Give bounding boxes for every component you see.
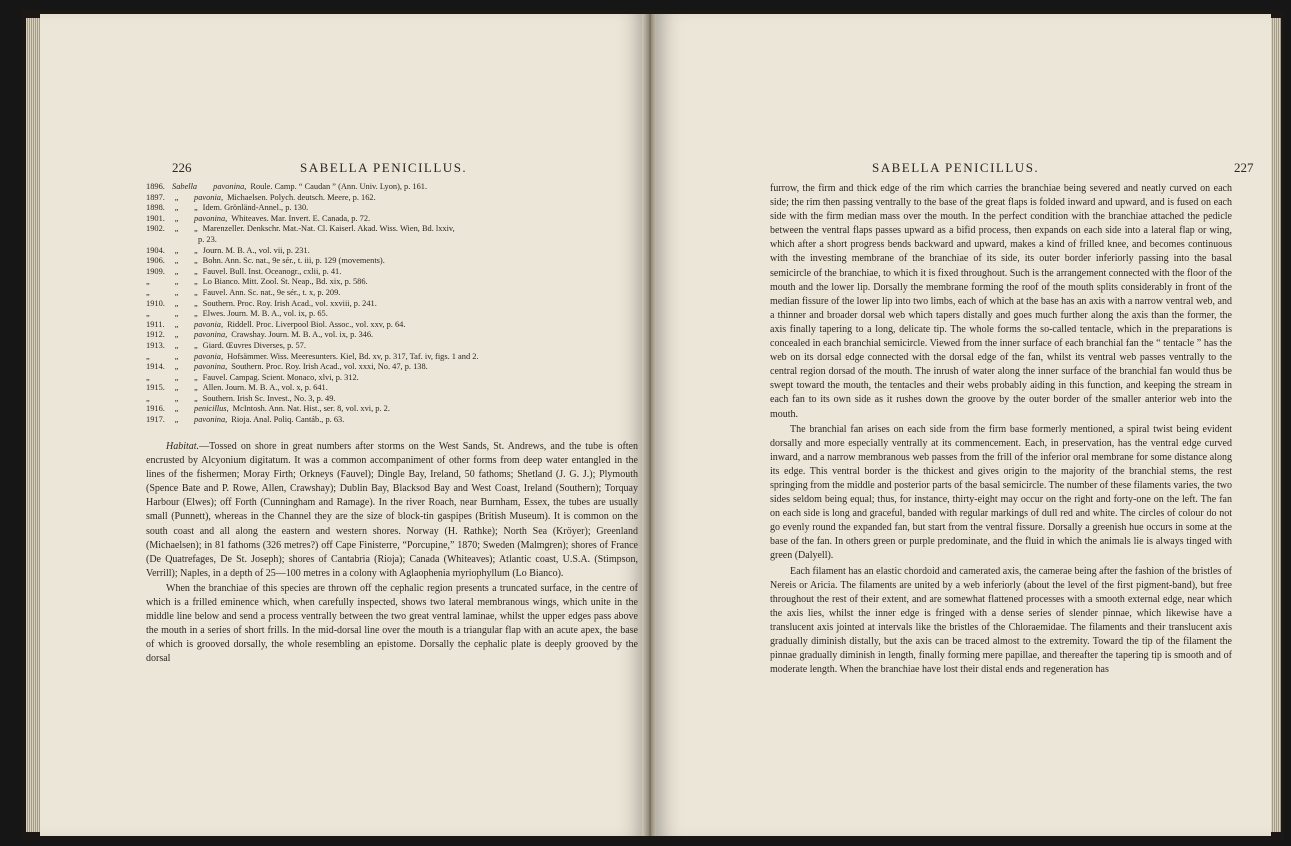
citation-year: 1915. xyxy=(146,383,165,393)
citation-year: 1912. xyxy=(146,330,165,340)
bibliography-entry xyxy=(146,277,638,288)
spacer xyxy=(182,394,194,405)
bibliography-entry xyxy=(146,320,638,331)
citation-species: pavonia, xyxy=(194,351,224,361)
bibliography-entry xyxy=(146,362,638,373)
citation-genus: „ xyxy=(174,192,180,202)
bibliography-entry xyxy=(146,415,638,426)
spacer xyxy=(182,214,194,225)
spacer xyxy=(182,267,194,278)
spacer xyxy=(182,299,194,310)
citation-genus: „ xyxy=(174,213,180,223)
citation-species: „ xyxy=(194,287,199,297)
citation-genus: „ xyxy=(174,340,180,350)
citation-text: Rioja. Anal. Poliq. Cantáb., p. 63. xyxy=(231,415,345,425)
bibliography-entry xyxy=(146,214,638,225)
bibliography-entry xyxy=(146,383,638,394)
left-body-text xyxy=(146,440,638,668)
citation-species: „ xyxy=(194,383,199,393)
citation-text: Giard. Œuvres Diverses, p. 57. xyxy=(202,340,306,350)
citation-genus: „ xyxy=(174,393,180,403)
citation-text: Southern. Irish Sc. Invest., No. 3, p. 49. xyxy=(202,393,336,403)
spacer xyxy=(182,320,194,331)
citation-genus xyxy=(172,235,182,246)
citation-text: Southern. Proc. Roy. Irish Acad., vol. xxxi, No. 47, p. 138. xyxy=(231,362,428,372)
bibliography-entry xyxy=(146,203,638,214)
citation-genus: „ xyxy=(174,404,180,414)
citation-year: 1896. xyxy=(146,182,165,191)
citation-genus: „ xyxy=(174,224,180,234)
citation-species: „ xyxy=(194,224,199,234)
citation-year xyxy=(146,235,172,246)
cephalic-paragraph: When the branchiae of this species are thrown off the cephalic region presents a truncated surface, in the centre of which is a frilled eminence which, when carefully inspected, shows two lateral membranous wings, which unite in the middle line below and send a process ventrally between the two great ventral laminae, whilst the upper edges pass above the mouth in a series of short frills. In the mid-dorsal line over the mouth is a triangular flap with an acute apex, the base of which is grooved dorsally, the whole resembling an epistome. Dorsally the cephalic plate is deeply grooved by the dorsal xyxy=(146,582,638,665)
spacer xyxy=(182,383,194,394)
citation-year: „ xyxy=(146,277,150,287)
spacer xyxy=(201,182,213,193)
citation-genus: „ xyxy=(174,245,180,255)
bibliography-entry xyxy=(146,224,638,235)
bibliography-entry xyxy=(146,193,638,204)
citation-species: pavonia, xyxy=(194,192,224,202)
citation-genus: „ xyxy=(174,383,180,393)
bibliography-entry xyxy=(146,330,638,341)
citation-text: Fauvel. Bull. Inst. Oceanogr., cxlii, p. 41. xyxy=(202,266,342,276)
citation-year: 1902. xyxy=(146,224,165,234)
citation-year: 1897. xyxy=(146,192,165,202)
bibliography-entry xyxy=(146,404,638,415)
bibliography-entry xyxy=(146,288,638,299)
spacer xyxy=(182,224,194,235)
bibliography-entry xyxy=(146,309,638,320)
bibliography-list xyxy=(146,182,638,426)
citation-genus: „ xyxy=(174,203,180,213)
spacer xyxy=(182,235,194,246)
citation-species: „ xyxy=(194,266,199,276)
citation-genus: „ xyxy=(174,266,180,276)
citation-genus: „ xyxy=(174,362,180,372)
citation-species: pavonia, xyxy=(194,319,224,329)
citation-genus: „ xyxy=(174,319,180,329)
spacer xyxy=(182,309,194,320)
habitat-label: Habitat. xyxy=(166,441,200,452)
spacer xyxy=(182,256,194,267)
right-running-head: SABELLA PENICILLUS. xyxy=(872,160,1040,175)
citation-genus: „ xyxy=(174,372,180,382)
left-page xyxy=(40,14,644,836)
citation-text: p. 23. xyxy=(198,234,217,244)
citation-species: „ xyxy=(194,203,199,213)
left-running-head: SABELLA PENICILLUS. xyxy=(300,160,468,175)
citation-text: Hofsämmer. Wiss. Meeresunters. Kiel, Bd. xv, p. 317, Taf. iv, figs. 1 and 2. xyxy=(227,351,479,361)
citation-genus: „ xyxy=(174,309,180,319)
citation-year: 1916. xyxy=(146,404,165,414)
spacer xyxy=(182,352,194,363)
citation-year: 1913. xyxy=(146,340,165,350)
spacer xyxy=(182,362,194,373)
bibliography-entry xyxy=(146,267,638,278)
citation-text: Fauvel. Ann. Sc. nat., 9e sér., t. x, p. 209. xyxy=(202,287,341,297)
citation-species: penicillus, xyxy=(194,404,229,414)
citation-species: „ xyxy=(194,245,199,255)
bibliography-entry xyxy=(146,341,638,352)
citation-species: „ xyxy=(194,393,199,403)
citation-genus: „ xyxy=(174,298,180,308)
citation-species: pavonina, xyxy=(194,330,228,340)
spacer xyxy=(182,373,194,384)
citation-year: „ xyxy=(146,393,150,403)
citation-genus: „ xyxy=(174,351,180,361)
habitat-paragraph xyxy=(146,440,638,581)
citation-year: 1909. xyxy=(146,266,165,276)
paragraph-filaments: Each filament has an elastic chordoid and camerated axis, the camerae being after the fashion of the bristles of Nereis or Aricia. The filaments are united by a web inferiorly (about the level of the first pigment-band), but free throughout the rest of their extent, and are somewhat flattened processes with a smooth external edge, near which the axis lies, whilst the inner edge is fringed with a dense series of slender pinnae, which likewise have a translucent axis jointed at intervals like the bristles of the Chloraemidae. The filaments and their translucent axis gradually diminish distally, but the axis can be traced almost to the extremity. Toward the tip of the filament the pinnae gradually diminish in length, finally forming mere papillae, and thereafter the tapering tip is smooth and of moderate length. When the branchiae have lost their distal ends and regeneration has xyxy=(770,565,1232,676)
citation-genus: „ xyxy=(174,330,180,340)
citation-text: Bohn. Ann. Sc. nat., 9e sér., t. iii, p. 129 (movements). xyxy=(202,256,385,266)
citation-species: pavonina, xyxy=(194,213,228,223)
bibliography-entry xyxy=(146,352,638,363)
citation-year: „ xyxy=(146,351,150,361)
citation-text: Idem. Grönländ-Annel., p. 130. xyxy=(202,203,309,213)
left-page-number: 226 xyxy=(172,160,192,175)
citation-text: Whiteaves. Mar. Invert. E. Canada, p. 72. xyxy=(231,213,371,223)
spacer xyxy=(182,404,194,415)
bibliography-entry xyxy=(146,182,638,193)
citation-species: „ xyxy=(194,372,199,382)
spacer xyxy=(182,203,194,214)
spacer xyxy=(182,341,194,352)
citation-year: 1906. xyxy=(146,256,165,266)
citation-text: Southern. Proc. Roy. Irish Acad., vol. xxviii, p. 241. xyxy=(202,298,377,308)
citation-year: 1914. xyxy=(146,362,165,372)
citation-text: Michaelsen. Polych. deutsch. Meere, p. 162. xyxy=(227,192,376,202)
citation-year: 1898. xyxy=(146,203,165,213)
citation-species: pavonina, xyxy=(194,415,228,425)
habitat-text: —Tossed on shore in great numbers after storms on the West Sands, St. Andrews, and the tube is often encrusted by Alcyonium digitatum. It was a common accompaniment of other forms from deep water entangled in the lines of the fishermen; Moray Firth; Orkneys (Fauvel); Dingle Bay, Ireland, 50 fathoms; Shetland (J. G. J.); Plymouth (Spence Bate and P. Rowe, Allen, Crawshay); Dublin Bay, Blacksod Bay and West Coast, Ireland (Southern); Torquay Harbour (Elwes); off Forth (Cunningham and Ramage). In the river Roach, near Burnham, Essex, the tubes are usually small (Punnett), whereas in the Channel they are the size of block-tin gaspipes (British Museum). It is common on the south coast and all along the eastern and western shores. Norway (H. Rathke); North Sea (Kröyer); Greenland (Michaelsen); in 81 fathoms (326 metres?) off Cape Finisterre, “Porcupine,” 1870; Sweden (Malmgren); shores of France (De Quatrefages, De St. Joseph); shores of Cantabria (Rioja); Canada (Whiteaves); Atlantic coast, U.S.A. (Stimpson, Verrill); Naples, in a depth of 25—100 metres in a colony with Aglaophenia myriophyllum (Lo Bianco). xyxy=(146,441,638,579)
right-body-text xyxy=(770,182,1232,678)
citation-genus: „ xyxy=(174,287,180,297)
citation-genus: „ xyxy=(174,415,180,425)
citation-text: Roule. Camp. “ Caudan ” (Ann. Univ. Lyon), p. 161. xyxy=(250,182,428,191)
citation-species: pavonina, xyxy=(194,362,228,372)
bibliography-entry xyxy=(146,394,638,405)
citation-year: „ xyxy=(146,309,150,319)
citation-text: Allen. Journ. M. B. A., vol. x, p. 641. xyxy=(202,383,328,393)
citation-text: Journ. M. B. A., vol. vii, p. 231. xyxy=(202,245,310,255)
bibliography-entry xyxy=(146,235,638,246)
citation-genus: Sabella xyxy=(172,182,198,191)
citation-species: „ xyxy=(194,340,199,350)
citation-text: Riddell. Proc. Liverpool Biol. Assoc., vol. xxv, p. 64. xyxy=(227,319,406,329)
spacer xyxy=(182,193,194,204)
paragraph-branchial-fan: The branchial fan arises on each side from the firm base formerly mentioned, a spiral twist being evident dorsally and more especially ventrally at its commencement. Each, in preservation, has the ventral edge curved inward, and a narrow membranous web passes from the frill of the inferior oral membrane for some distance along its edge. This ventral border is the thickest and gives origin to the majority of the branchial stems, the rest springing from the middle and posterior parts of the basal semicircle. The number of these filaments varies, the two sides seldom being equal; thus, for instance, thirty-eight may occur on the right and forty-one on the left. The fan on each side is long and graceful, banded with regular markings of dull red and white. The circles of colour do not go evenly round the expanded fan, but start from the ventral fissure. Dorsally a greenish hue occurs in some at the base of the fan. In others green or purple predominate, and the fluid in which the animals lie is always tinged with green (Dalyell). xyxy=(770,423,1232,562)
citation-species: „ xyxy=(194,309,199,319)
citation-year: „ xyxy=(146,372,150,382)
citation-year: 1904. xyxy=(146,245,165,255)
citation-species: pavonina, xyxy=(213,182,247,191)
citation-year: 1910. xyxy=(146,298,165,308)
citation-year: 1917. xyxy=(146,415,165,425)
paragraph-mouth-structure: furrow, the firm and thick edge of the rim which carries the branchiae being severed and neatly curved on each side; the rim then passing ventrally to the base of the great flaps is folded inward and upward, and is fused on each side with the firm median mass over the mouth. In the perfect condition with the branchiae attached the pedicle between the ventral flaps passes upward as a bifid process, then expands on each side into a lateral flap or wing, which after a short progress bends backward and upward, makes a kind of frilled knee, and becomes continuous with the investing membrane of the branchiae of its side, its outer border inferiorly passing into the basal semicircle of the branchiae, to which it is fixed throughout. Such is the arrangement connected with the floor of the mouth and the lower lip. Dorsally the membrane forming the roof of the mouth splits considerably in front of the median fissure of the lower lip into two limbs, each of which at the base has an axis with a narrow ventral web, and a thinner and broader dorsal web which tapers distally and goes much further along the axis than the former, the axis finally tapering to a long, delicate tip. The whole forms the so-called tentacle, which in the preparations is concealed in each branchial semicircle. Viewed from the inner surface of each branchial fan the “ tentacle ” has the web on its dorsal edge connected with the dorsal edge of the fan, whilst its ventral web passes ventrally to the central region dorsad of the mouth. The inrush of water along the inner surface of the branchial fan would thus be swept toward the mouth, the tentacles and their webs probably aiding in this function, and keeping the stream in each fan to its own side as it rushes down the groove by the outer border of the smaller anterior web into the mouth. xyxy=(770,183,1232,420)
citation-species: „ xyxy=(194,256,199,266)
citation-year: 1911. xyxy=(146,319,165,329)
spacer xyxy=(182,277,194,288)
citation-text: Marenzeller. Denkschr. Mat.-Nat. Cl. Kaiserl. Akad. Wiss. Wien, Bd. lxxiv, xyxy=(202,224,455,234)
bibliography-entry xyxy=(146,299,638,310)
citation-species: „ xyxy=(194,298,199,308)
bibliography-entry xyxy=(146,373,638,384)
citation-species: „ xyxy=(194,277,199,287)
citation-text: McIntosh. Ann. Nat. Hist., ser. 8, vol. xvi, p. 2. xyxy=(232,404,390,414)
spacer xyxy=(182,246,194,257)
citation-year: 1901. xyxy=(146,213,165,223)
spacer xyxy=(182,330,194,341)
right-page-number: 227 xyxy=(1234,160,1254,175)
right-page xyxy=(656,14,1271,836)
citation-year: „ xyxy=(146,287,150,297)
citation-genus: „ xyxy=(174,277,180,287)
citation-text: Lo Bianco. Mitt. Zool. St. Neap., Bd. xix, p. 586. xyxy=(202,277,368,287)
bibliography-entry xyxy=(146,246,638,257)
citation-text: Fauvel. Campag. Scient. Monaco, xlvi, p. 312. xyxy=(202,372,359,382)
spacer xyxy=(182,415,194,426)
citation-text: Crawshay. Journ. M. B. A., vol. ix, p. 346. xyxy=(231,330,374,340)
citation-text: Elwes. Journ. M. B. A., vol. ix, p. 65. xyxy=(202,309,328,319)
bibliography-entry xyxy=(146,256,638,267)
spacer xyxy=(182,288,194,299)
citation-genus: „ xyxy=(174,256,180,266)
